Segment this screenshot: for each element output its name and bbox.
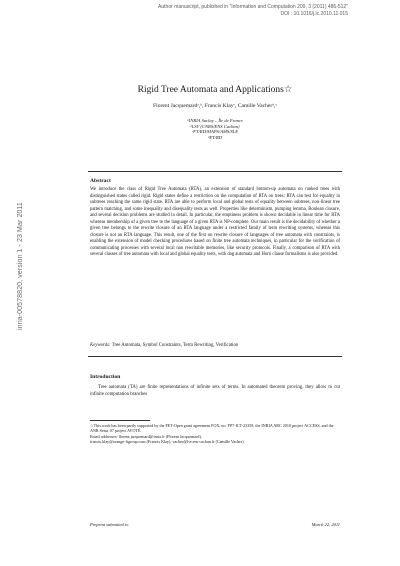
section-heading: Introduction — [90, 374, 121, 380]
keywords — [90, 343, 340, 348]
header-line-2: DOI : 10.1016/j.ic.2010.11.015 — [280, 11, 348, 17]
footer-left: Preprint submitted to — [90, 522, 129, 527]
abstract-heading: Abstract — [90, 178, 111, 184]
paper-title: Rigid Tree Automata and Applications☆ — [137, 85, 293, 95]
footnote: Email addresses: florent.jacquemard@inria.fr (Florent Jacquemard), — [90, 433, 202, 439]
publication-header — [158, 4, 348, 18]
footer-date: March 22, 2011 — [311, 522, 340, 527]
author-list: Florent Jacquemardᵃ,ᵇ, Francis Klayᶜ, Camille Vacherᵈ,ᵃ — [153, 103, 277, 109]
keywords-value: Tree Automata, Symbol Constraints, Term Rewriting, Verification — [111, 343, 239, 348]
abstract-bottom-rule — [88, 356, 342, 357]
affiliations — [88, 118, 342, 140]
affiliation: ᵇLSV (CNRS/ENS Cachan) — [190, 123, 240, 129]
intro-paragraph: Tree automata (TA) are finite representations of infinite sets of terms. In automated theorem proving, they allow to cut infinite computation branches — [90, 385, 340, 397]
page-footer — [90, 522, 340, 527]
header-line-1: Author manuscript, published in "Information and Computation 209, 3 (2011) 486-512" — [158, 4, 348, 10]
side-margin — [8, 0, 26, 566]
footnotes — [90, 423, 340, 445]
side-identifier: inria-00578820, version 1 - 23 Mar 2011 — [17, 202, 24, 330]
affiliation: ᵃINRIA Saclay – Île de France — [186, 118, 244, 123]
footnote: ☆This work has been partly supported by the FET-Open grant agreement FOX, no. FP7-ICT-23359, the INRIA ARC 2010 project ACCESS, and the ANR Sesur 07 project AVOTÉ. — [90, 423, 334, 434]
affiliation: ᶜFT/RD/MAPS/AMS/SLE — [191, 129, 239, 135]
footnote-rule — [90, 420, 150, 421]
abstract-top-rule — [88, 171, 342, 172]
abstract-body: We introduce the class of Rigid Tree Automata (RTA), an extension of standard bottom-up automata on ranked trees with distinguished states called rigid. Rigid states define a restriction on the computation of RTA on trees: RTA can test for equality in subtrees reaching the same rigid state. RTA are able to perform local and global tests of equality between subtrees, non-linear tree pattern matching, and some inequality and disequality tests as well. Properties like determinism, pumping lemma, Boolean closure, and several decision problems are studied in detail. In particular, the emptiness problem is shown decidable in linear time for RTA whereas membership of a given tree to the language of a given RTA is NP-complete. Our main result is the decidability of whether a given tree belongs to the rewrite closure of an RTA language under a restricted family of term rewriting systems, whereas this closure is not an RTA language. This result, one of the first on rewrite closure of languages of tree automata with constraints, is enabling the extension of model checking procedures based on finite tree automata techniques, in particular for the verification of communicating processes with several local non rewritable memories, like security protocols. Finally, a comparison of RTA with several classes of tree automata with local and global equality tests, with dag automata and Horn clause formalisms is also provided. — [90, 187, 340, 257]
affiliation: ᵈFT/RD — [207, 134, 223, 140]
footnote: francis.klay@orange-ftgroup.com (Francis Klay), vacher@lsv.ens-cachan.fr (Camille Vacher) — [90, 439, 244, 445]
keywords-label: Keywords: — [90, 343, 111, 348]
